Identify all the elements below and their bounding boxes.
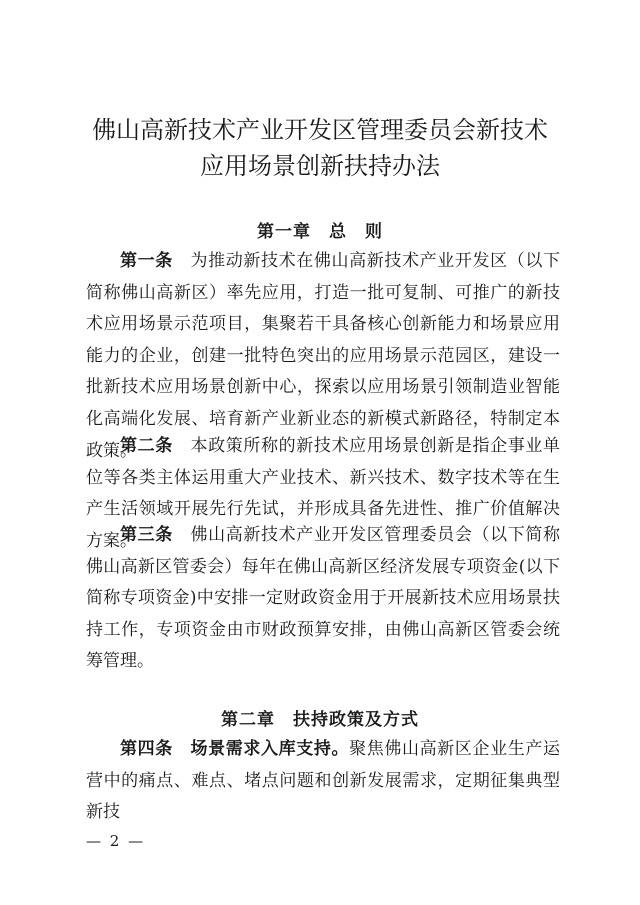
document-title-line-1: 佛山高新技术产业开发区管理委员会新技术: [92, 116, 548, 144]
chapter-1-heading: 第一章 总 则: [257, 222, 383, 242]
page-number: — 2 —: [86, 832, 146, 850]
article-2-body: 本政策所称的新技术应用场景创新是指企事业单位等各类主体运用重大产业技术、新兴技术、数字技术等在生产生活领域开展先行先试，并形成具备先进性、推广价值解决方案。: [86, 436, 560, 551]
document-title-line-2: 应用场景创新扶持办法: [200, 152, 440, 180]
article-1-body: 为推动新技术在佛山高新技术产业开发区（以下简称佛山高新区）率先应用，打造一批可复制、可推广的新技术应用场景示范项目，集聚若干具备核心创新能力和场景应用能力的企业，创建一批特色突出的应用场景示范园区，建设一批新技术应用场景创新中心，探索以应用场景引领制造业智能化高端化发展、培育新产业新业态的新模式新路径，特制定本政策。: [86, 251, 560, 461]
article-1-lead: 第一条: [120, 251, 173, 271]
article-4-lead: 第四条 场景需求入库支持。: [120, 739, 350, 759]
article-2-lead: 第二条: [120, 436, 173, 456]
article-3-body: 佛山高新技术产业开发区管理委员会（以下简称佛山高新区管委会）每年在佛山高新区经济发展专项资金(以下简称专项资金)中安排一定财政资金用于开展新技术应用场景扶持工作，专项资金由市财政预算安排，由佛山高新区管委会统筹管理。: [86, 525, 560, 672]
article-3: [86, 520, 560, 678]
chapter-2-heading: 第二章 扶持政策及方式: [221, 710, 419, 730]
article-3-lead: 第三条: [120, 525, 173, 545]
article-4: [86, 734, 560, 829]
article-4-body: 聚焦佛山高新区企业生产运营中的痛点、难点、堵点问题和创新发展需求，定期征集典型新技: [86, 739, 560, 823]
